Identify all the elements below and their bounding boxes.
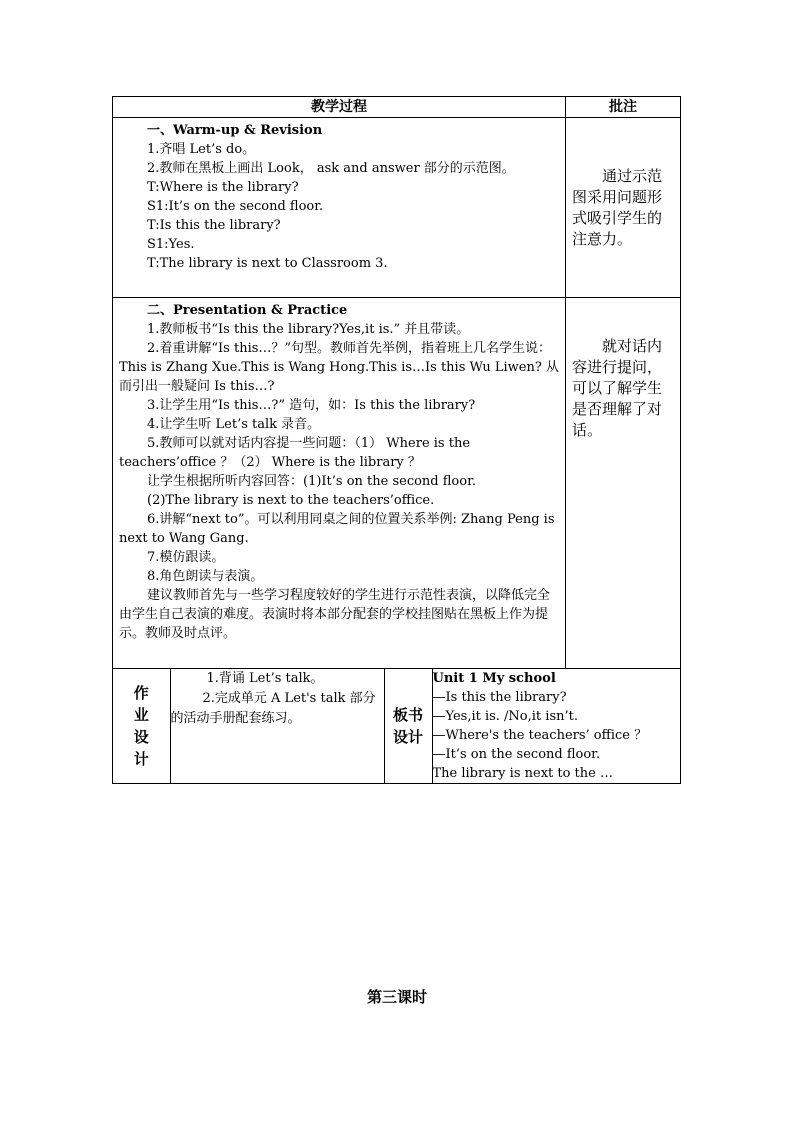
label-char: 作 [133, 684, 149, 702]
text-line: T:Is this the library? [147, 218, 281, 233]
note-line: 通过示范 [602, 166, 663, 185]
label-char: 计 [133, 750, 149, 768]
section-warmup [113, 118, 566, 298]
note-line: 可以了解学生 [572, 379, 663, 397]
text-line: 4.让学生听 Let’s talk 录音。 [147, 417, 321, 432]
note-warmup [566, 118, 681, 298]
text-line: —Is this the library? [432, 690, 567, 705]
header-notes: 批注 [566, 97, 681, 118]
section-title: 二、Presentation & Practice [147, 303, 348, 318]
text-line: —It’s on the second floor. [432, 747, 601, 762]
text-paragraph: 6.讲解“next to”。可以利用同桌之间的位置关系举例: Zhang Peng is next to Wang Gang. [119, 512, 555, 546]
note-line: 是否理解了对 [572, 400, 663, 418]
text-line: S1:Yes. [147, 237, 195, 252]
note-line: 就对话内 [602, 337, 663, 355]
text-line: —Where's the teachers’ office ？ [432, 728, 648, 743]
board-title: Unit 1 My school [432, 671, 556, 686]
text-line: 7.模仿跟读。 [147, 550, 225, 565]
note-line: 话。 [572, 421, 603, 439]
label-char: 设计 [392, 728, 423, 746]
text-line: T:The library is next to Classroom 3. [147, 256, 388, 271]
label-char: 板书 [392, 706, 423, 724]
text-line: 8.角色朗读与表演。 [147, 569, 264, 584]
homework-content [170, 669, 384, 783]
note-line: 式吸引学生的 [572, 208, 663, 227]
text-paragraph: 5.教师可以就对话内容提一些问题：（1） Where is the teachers’office ？（2） Where is the library ？ [119, 436, 471, 470]
note-line: 图采用问题形 [572, 187, 663, 206]
section-title: 一、Warm-up & Revision [147, 123, 323, 138]
text-line: 3.让学生用“Is this…?” 造句，如：Is this the library? [147, 398, 476, 413]
homework-label [113, 669, 170, 783]
bottom-subtable [113, 669, 681, 783]
text-line: T:Where is the library? [147, 180, 299, 195]
text-paragraph: 2.着重讲解“Is this…？”句型。教师首先举例，指着班上几名学生说：This is Zhang Xue.This is Wang Hong.This is…Is this Wu Liwen? 从而引出一般疑问 Is this…? [119, 341, 559, 394]
note-line: 注意力。 [572, 229, 633, 248]
text-paragraph: 建议教师首先与一些学习程度较好的学生进行示范性表演，以降低完全由学生自己表演的难度。表演时将本部分配套的学校挂图贴在黑板上作为提示。教师及时点评。 [119, 588, 551, 641]
board-content [432, 669, 681, 783]
text-line: 2.教师在黑板上画出 Look， ask and answer 部分的示范图。 [147, 161, 515, 176]
note-line: 容进行提问， [572, 358, 663, 376]
text-line: The library is next to the … [432, 766, 613, 781]
bottom-row [113, 669, 681, 784]
text-line: 1.齐唱 Let’s do。 [147, 142, 256, 157]
header-process: 教学过程 [113, 97, 566, 118]
note-presentation [566, 298, 681, 669]
text-line: (2)The library is next to the teachers’office. [147, 493, 435, 508]
label-char: 设 [133, 728, 149, 746]
lesson-title: 第三课时 [366, 988, 427, 1006]
board-label [384, 669, 432, 783]
label-char: 业 [133, 706, 149, 724]
section-presentation [113, 298, 566, 669]
text-line: S1:It’s on the second floor. [147, 199, 324, 214]
text-line: 1.背诵 Let’s talk。 [206, 671, 324, 686]
text-line: 1.教师板书“Is this the library?Yes,it is.” 并且带读。 [147, 322, 470, 337]
text-line: 让学生根据所听内容回答：(1)It’s on the second floor. [147, 474, 477, 489]
text-line: —Yes,it is. /No,it isn’t. [432, 709, 578, 724]
text-paragraph: 2.完成单元 A Let's talk 部分的活动手册配套练习。 [170, 691, 376, 726]
lesson-plan-table [112, 96, 681, 784]
